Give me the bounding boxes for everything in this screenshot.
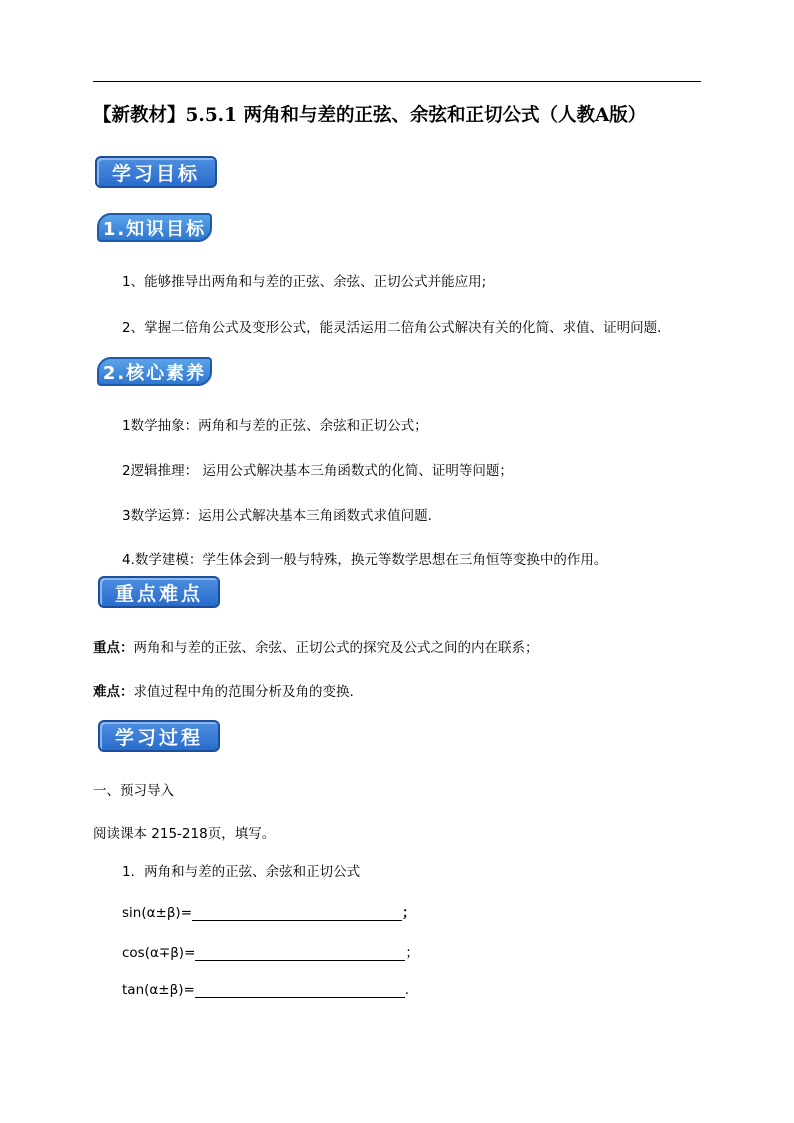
literacy-item-1: 1数学抽象：两角和与差的正弦、余弦和正切公式；	[122, 418, 428, 434]
formula-sin-blank[interactable]	[192, 906, 402, 921]
formula-sin-label: sin(α±β)=	[122, 905, 193, 921]
formula-tan-end: .	[404, 982, 410, 998]
difficult-point-line	[93, 680, 354, 700]
formula-cos-blank[interactable]	[195, 946, 405, 961]
difficult-point-label: 难点：	[93, 684, 134, 700]
formula-sin-row	[122, 901, 416, 921]
learning-process-badge: 学习过程	[98, 720, 220, 752]
knowledge-goals-badge: 1.知识目标	[97, 213, 212, 242]
key-point-line	[93, 636, 539, 656]
learning-goals-badge: 学习目标	[95, 156, 217, 188]
preview-heading: 一、预习导入	[93, 783, 174, 799]
literacy-item-3: 3数学运算：运用公式解决基本三角函数式求值问题.	[122, 508, 432, 524]
formula-cos-row	[122, 941, 419, 961]
header-rule	[93, 81, 701, 82]
formula-tan-label: tan(α±β)=	[122, 982, 195, 998]
document-title: 【新教材】5.5.1 两角和与差的正弦、余弦和正切公式（人教A版）	[93, 105, 647, 126]
literacy-item-4: 4.数学建模：学生体会到一般与特殊，换元等数学思想在三角恒等变换中的作用。	[122, 552, 608, 568]
formula-tan-row	[122, 982, 409, 998]
knowledge-item-1: 1、能够推导出两角和与差的正弦、余弦、正切公式并能应用;	[122, 274, 487, 290]
formula-cos-label: cos(α∓β)=	[122, 945, 196, 961]
formula-cos-end: ；	[405, 945, 419, 961]
literacy-item-2: 2逻辑推理： 运用公式解决基本三角函数式的化简、证明等问题；	[122, 463, 513, 479]
key-point-text: 两角和与差的正弦、余弦、正切公式的探究及公式之间的内在联系；	[133, 640, 539, 656]
core-literacy-badge: 2.核心素养	[97, 357, 212, 386]
formula-tan-blank[interactable]	[195, 983, 405, 998]
knowledge-item-2: 2、掌握二倍角公式及变形公式，能灵活运用二倍角公式解决有关的化简、求值、证明问题．	[122, 320, 671, 336]
key-point-label: 重点：	[93, 640, 134, 656]
key-difficult-badge: 重点难点	[98, 576, 220, 608]
difficult-point-text: 求值过程中角的范围分析及角的变换.	[133, 684, 354, 700]
formula-heading: 1．两角和与差的正弦、余弦和正切公式	[122, 864, 361, 880]
formula-sin-end: ；	[402, 905, 416, 921]
reading-instruction: 阅读课本 215-218页，填写。	[93, 826, 276, 842]
